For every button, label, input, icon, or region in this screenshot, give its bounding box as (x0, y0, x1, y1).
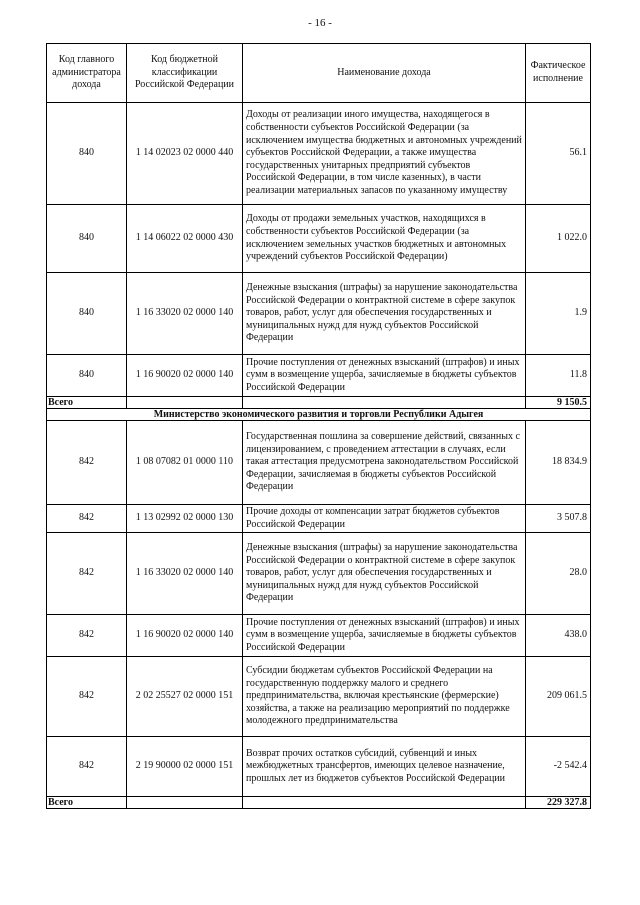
amount-cell: 56.1 (526, 103, 591, 205)
budget-code-cell: 1 08 07082 01 0000 110 (127, 421, 243, 505)
total-label: Всего (47, 397, 127, 409)
budget-code-cell: 1 16 33020 02 0000 140 (127, 533, 243, 615)
total-label: Всего (47, 797, 127, 809)
amount-cell: 438.0 (526, 615, 591, 657)
admin-code-cell: 842 (47, 657, 127, 737)
amount-cell: 1.9 (526, 273, 591, 355)
amount-cell: 1 022.0 (526, 205, 591, 273)
header-budget-code: Код бюджетной классификации Российской Федерации (127, 44, 243, 103)
admin-code-cell: 842 (47, 421, 127, 505)
header-actual: Фактическое исполнение (526, 44, 591, 103)
income-name-cell: Прочие поступления от денежных взысканий (штрафов) и иных сумм в возмещение ущерба, зачисляемые в бюджеты субъектов Российской Федерации (243, 615, 526, 657)
header-admin-code: Код главного администратора дохода (47, 44, 127, 103)
table-row (47, 421, 591, 505)
income-name-cell: Субсидии бюджетам субъектов Российской Федерации на государственную поддержку малого и среднего предпринимательства, включая крестьянские (фермерские) хозяйства, а также на реализацию мероприятий по поддержке молодежного предпринимательства (243, 657, 526, 737)
amount-cell: 11.8 (526, 355, 591, 397)
table-row (47, 205, 591, 273)
section-title: Министерство экономического развития и торговли Республики Адыгея (47, 409, 591, 421)
amount-cell: 18 834.9 (526, 421, 591, 505)
amount-cell: 209 061.5 (526, 657, 591, 737)
admin-code-cell: 842 (47, 533, 127, 615)
income-name-cell: Денежные взыскания (штрафы) за нарушение законодательства Российской Федерации о контрактной системе в сфере закупок товаров, работ, услуг для обеспечения государственных и муниципальных нужд для нужд субъектов Российской Федерации (243, 533, 526, 615)
page-number: - 16 - (308, 17, 332, 29)
income-name-cell: Прочие доходы от компенсации затрат бюджетов субъектов Российской Федерации (243, 505, 526, 533)
budget-code-cell: 1 13 02992 02 0000 130 (127, 505, 243, 533)
income-name-cell: Доходы от реализации иного имущества, находящегося в собственности субъектов Российской Федерации (за исключением имущества бюджетных и автономных учреждений субъектов Российской Федерации, а также имущества государственных унитарных предприятий субъектов Российской Федерации, в том числе казенных), в части реализации материальных запасов по указанному имуществу (243, 103, 526, 205)
budget-code-cell: 2 02 25527 02 0000 151 (127, 657, 243, 737)
income-name-cell: Прочие поступления от денежных взысканий (штрафов) и иных сумм в возмещение ущерба, зачисляемые в бюджеты субъектов Российской Федерации (243, 355, 526, 397)
header-income-name: Наименование дохода (243, 44, 526, 103)
total-row (47, 397, 591, 409)
budget-code-cell: 1 14 06022 02 0000 430 (127, 205, 243, 273)
section-title-row (47, 409, 591, 421)
budget-code-cell: 1 14 02023 02 0000 440 (127, 103, 243, 205)
admin-code-cell: 842 (47, 505, 127, 533)
table-header-row (47, 44, 591, 103)
budget-code-cell: 1 16 90020 02 0000 140 (127, 615, 243, 657)
admin-code-cell: 840 (47, 273, 127, 355)
table-row (47, 615, 591, 657)
amount-cell: 28.0 (526, 533, 591, 615)
table-row (47, 273, 591, 355)
amount-cell: 3 507.8 (526, 505, 591, 533)
table-row (47, 505, 591, 533)
table-row (47, 533, 591, 615)
amount-cell: -2 542.4 (526, 737, 591, 797)
admin-code-cell: 840 (47, 103, 127, 205)
budget-code-cell: 1 16 90020 02 0000 140 (127, 355, 243, 397)
admin-code-cell: 840 (47, 355, 127, 397)
budget-code-cell: 2 19 90000 02 0000 151 (127, 737, 243, 797)
table-row (47, 103, 591, 205)
total-amount: 9 150.5 (526, 397, 591, 409)
admin-code-cell: 840 (47, 205, 127, 273)
table-row (47, 657, 591, 737)
admin-code-cell: 842 (47, 615, 127, 657)
table-row (47, 355, 591, 397)
income-name-cell: Доходы от продажи земельных участков, находящихся в собственности субъектов Российской Федерации (за исключением земельных участков бюджетных и автономных учреждений субъектов Российской Федерации) (243, 205, 526, 273)
total-amount: 229 327.8 (526, 797, 591, 809)
total-row (47, 797, 591, 809)
income-name-cell: Государственная пошлина за совершение действий, связанных с лицензированием, с проведением аттестации в случаях, если такая аттестация предусмотрена законодательством Российской Федерации, зачисляемая в бюджеты субъектов Российской Федерации (243, 421, 526, 505)
table-row (47, 737, 591, 797)
admin-code-cell: 842 (47, 737, 127, 797)
income-name-cell: Денежные взыскания (штрафы) за нарушение законодательства Российской Федерации о контрактной системе в сфере закупок товаров, работ, услуг для обеспечения государственных и муниципальных нужд для нужд субъектов Российской Федерации (243, 273, 526, 355)
income-name-cell: Возврат прочих остатков субсидий, субвенций и иных межбюджетных трансфертов, имеющих целевое назначение, прошлых лет из бюджетов субъектов Российской Федерации (243, 737, 526, 797)
budget-code-cell: 1 16 33020 02 0000 140 (127, 273, 243, 355)
revenue-table (46, 43, 591, 809)
